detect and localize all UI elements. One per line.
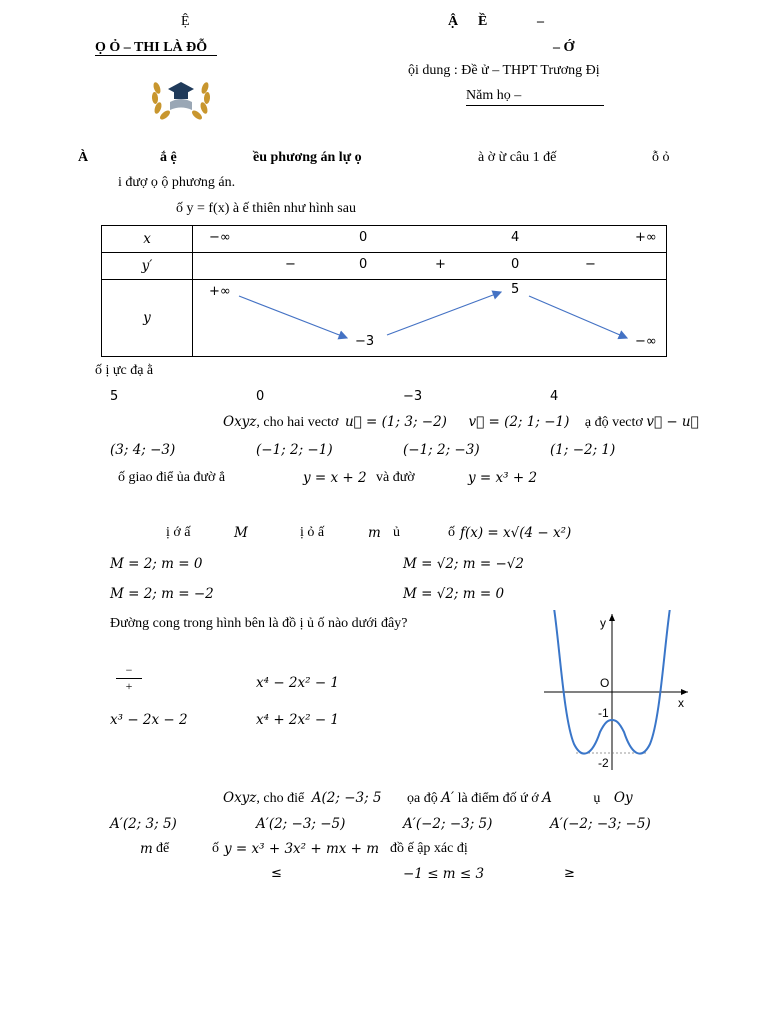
header-right-top-c: –: [537, 14, 544, 29]
q4-m: m: [368, 525, 381, 541]
q2-space: Oxyz: [223, 414, 257, 430]
arrow-up: [387, 292, 501, 335]
header-right-title: – Ớ: [553, 40, 575, 55]
intro-a: À: [78, 150, 89, 165]
yprime-row: [193, 253, 667, 280]
q6-answer-c: A′(−2; −3; 5): [403, 816, 493, 832]
intro-line2: i đượ ọ ộ phương án.: [118, 175, 236, 190]
q2-answer-a: (3; 4; −3): [110, 442, 176, 458]
graph-y-arrow: [609, 614, 615, 621]
q5-answer-d: x⁴ + 2x² − 1: [256, 712, 340, 728]
q7-func: y = x³ + 3x² + mx + m: [224, 841, 380, 857]
header-content-line: ội dung : Đề ử – THPT Trương Đị: [408, 63, 600, 78]
y-val-1: −3: [355, 334, 375, 349]
y-val-2: 5: [511, 282, 520, 297]
graph-label-x: x: [678, 696, 684, 710]
header-right-top-b: Ề: [478, 14, 488, 29]
q7-answer-c: ≥: [564, 866, 575, 881]
yp-val-1: 0: [359, 257, 368, 272]
yp-val-0: −: [285, 257, 296, 272]
q1-answer-c: −3: [403, 389, 423, 404]
graph-x-arrow: [681, 689, 688, 695]
school-logo: [150, 72, 212, 122]
yp-val-4: −: [585, 257, 596, 272]
x-val-3: +∞: [635, 230, 657, 245]
q6-text-b: , cho điể: [256, 791, 305, 806]
q1-answer-a: 5: [110, 389, 119, 404]
q5-frac-bot: +: [125, 679, 133, 693]
yp-val-3: 0: [511, 257, 520, 272]
intro-d: à ờ ừ câu 1 đế: [478, 150, 557, 165]
q6-answer-d: A′(−2; −3; −5): [550, 816, 651, 832]
q5-graph: [542, 610, 692, 772]
q2-text-b: , cho hai vectơ: [256, 415, 339, 430]
q3-text-a: ố giao điể ủa đườ ẳ: [118, 470, 226, 485]
q6-text-e: ụ: [593, 791, 601, 806]
q7-m: m: [140, 841, 153, 857]
intro-e: ỗ ỏ: [652, 150, 670, 165]
q6-aprime: A′: [441, 790, 455, 806]
q4-answer-b: M = √2; m = −√2: [403, 556, 524, 572]
row-label-x: x: [102, 226, 193, 253]
q1-text: ố y = f(x) à ế thiên như hình sau: [176, 201, 356, 216]
q1-question: ố ị ực đạ ằ: [95, 363, 154, 378]
q3-text-b: và đườ: [376, 470, 415, 485]
graph-label-m2: -2: [598, 756, 609, 770]
q6-answer-b: A′(2; −3; −5): [256, 816, 346, 832]
y-row: [193, 280, 667, 357]
q4-text-a: ị ớ ấ: [166, 525, 191, 540]
q4-answer-a: M = 2; m = 0: [110, 556, 203, 572]
q6-line: [223, 790, 633, 807]
header-right-top-a: Ậ: [448, 14, 459, 29]
row-label-y: y: [102, 280, 193, 357]
q4-answer-d: M = √2; m = 0: [403, 586, 505, 602]
q5-answer-b: x⁴ − 2x² − 1: [256, 675, 340, 691]
header-year-line: [466, 88, 604, 106]
header-left-top: Ệ: [181, 14, 190, 29]
q6-point: A(2; −3; 5: [311, 790, 382, 806]
q2-answer-b: (−1; 2; −1): [256, 442, 333, 458]
y-val-0: +∞: [209, 284, 231, 299]
x-row: [193, 226, 667, 253]
q2-vector-u: u⃗ = (1; 3; −2): [344, 414, 447, 430]
q6-a: A: [542, 790, 552, 806]
q2-answer-c: (−1; 2; −3): [403, 442, 480, 458]
q7-text-b: ố: [212, 841, 219, 856]
q1-answer-d: 4: [550, 389, 559, 404]
x-val-0: −∞: [209, 230, 231, 245]
q6-text-d: là điểm đố ứ ớ: [457, 791, 539, 806]
q4-text-c: ủ: [393, 525, 400, 540]
q6-axis: Oy: [613, 790, 633, 806]
header-year-text: Năm họ –: [466, 88, 522, 103]
row-label-yprime: y′: [102, 253, 193, 280]
q5-frac-top: −: [125, 663, 133, 677]
q6-space: Oxyz: [223, 790, 257, 806]
x-val-1: 0: [359, 230, 368, 245]
arrow-down-1: [239, 296, 347, 338]
variation-arrows: [193, 280, 667, 356]
q2-line: [223, 414, 699, 431]
q5-text: Đường cong trong hình bên là đồ ị ủ ố nào dưới đây?: [110, 616, 408, 631]
q3-line: y = x + 2: [303, 470, 367, 486]
header-left-title: [95, 40, 217, 56]
q2-vector-v: v⃗ = (2; 1; −1): [468, 414, 570, 430]
graph-label-origin: O: [600, 676, 610, 690]
q5-fraction: [116, 664, 142, 693]
q4-text-d: ố: [448, 525, 455, 540]
intro-b: ắ ệ: [160, 150, 177, 165]
q2-diff: v⃗ − u⃗: [646, 414, 699, 430]
q3-curve: y = x³ + 2: [468, 470, 538, 486]
graph-label-m1: -1: [598, 706, 609, 720]
intro-c: ều phương án lự ọ: [253, 150, 362, 165]
q1-answer-b: 0: [256, 389, 265, 404]
graph-label-y: y: [600, 616, 606, 630]
yp-val-2: +: [435, 257, 446, 272]
q6-text-c: ọa độ: [407, 791, 438, 806]
q2-answer-d: (1; −2; 1): [550, 442, 616, 458]
y-val-3: −∞: [635, 334, 657, 349]
header-left-title-text: Ọ Ỏ – THI LÀ ĐỖ: [95, 40, 217, 56]
q7-text-a: để: [156, 841, 170, 856]
x-val-2: 4: [511, 230, 520, 245]
q6-answer-a: A′(2; 3; 5): [110, 816, 177, 832]
q7-answer-b: −1 ≤ m ≤ 3: [403, 866, 485, 882]
arrow-down-2: [529, 296, 627, 338]
q4-answer-c: M = 2; m = −2: [110, 586, 214, 602]
q4-func: f(x) = x√(4 − x²): [460, 525, 572, 541]
q7-text-c: đồ ế ập xác đị: [390, 841, 468, 856]
q5-answer-c: x³ − 2x − 2: [110, 712, 188, 728]
q4-M: M: [234, 525, 248, 541]
q7-answer-a: ≤: [271, 866, 282, 881]
q4-text-b: ị ỏ ấ: [300, 525, 325, 540]
q2-text-c: ạ độ vectơ: [584, 415, 643, 430]
variation-table: [101, 225, 667, 357]
